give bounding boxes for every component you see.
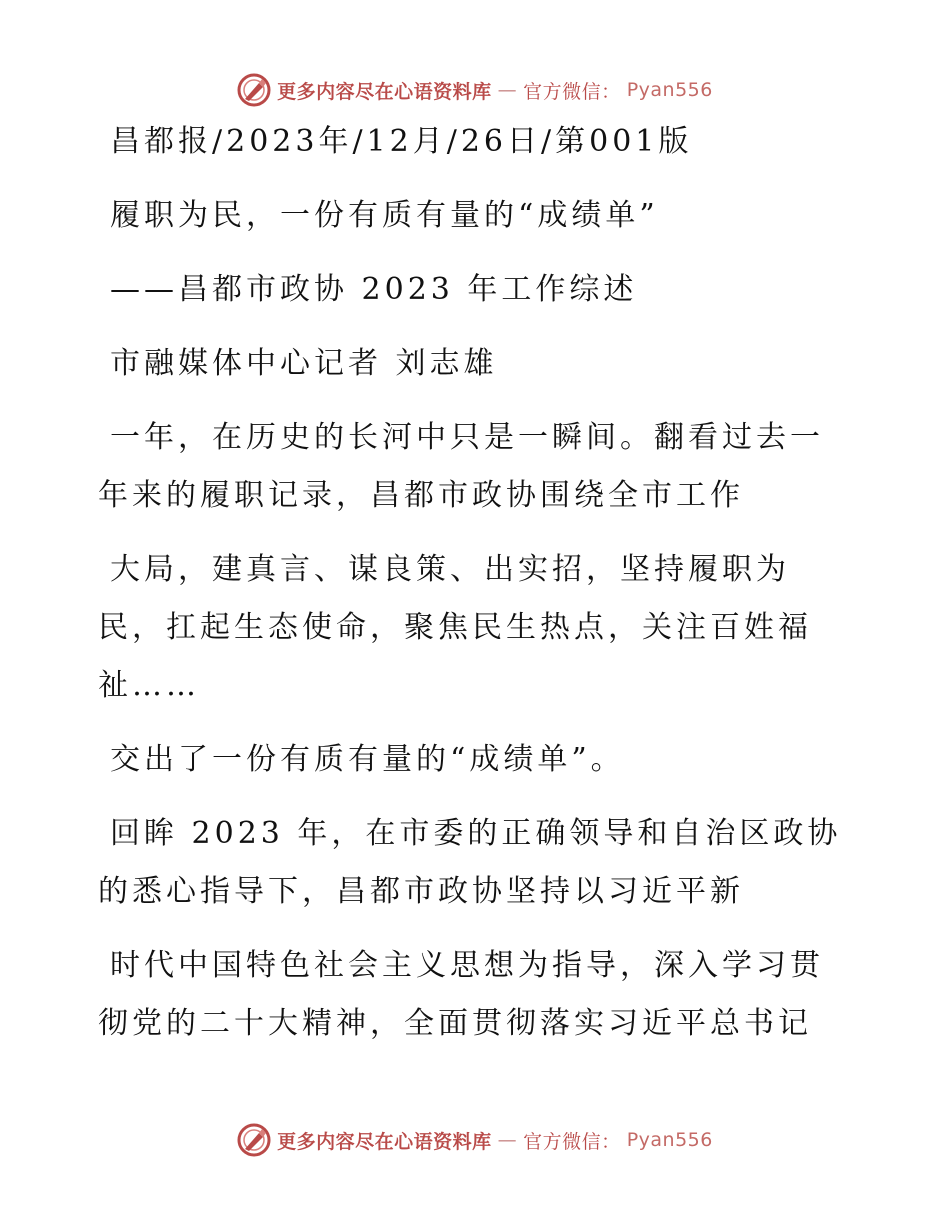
article-byline: 市融媒体中心记者 刘志雄 xyxy=(110,346,498,381)
article-source-line: 昌都报/2023年/12月/26日/第001版 xyxy=(110,124,693,159)
watermark-main-text: 更多内容尽在心语资料库 xyxy=(277,1130,492,1153)
paragraph-line: 彻党的二十大精神，全面贯彻落实习近平总书记 xyxy=(98,1006,812,1041)
paragraph-line: 的悉心指导下，昌都市政协坚持以习近平新 xyxy=(98,874,744,909)
watermark-account: Pyan556 xyxy=(626,1129,713,1151)
watermark-main-text: 更多内容尽在心语资料库 xyxy=(277,80,492,103)
article-subtitle: ——昌都市政协 2023 年工作综述 xyxy=(110,272,638,307)
paragraph-line: 民，扛起生态使命，聚焦民生热点，关注百姓福 xyxy=(98,610,812,645)
paragraph-line: 大局，建真言、谋良策、出实招，坚持履职为 xyxy=(110,552,790,587)
paragraph-line: 一年，在历史的长河中只是一瞬间。翻看过去一 xyxy=(110,420,824,455)
watermark-official-label: 官方微信： xyxy=(523,80,621,103)
pen-logo-icon xyxy=(237,1123,271,1157)
article-body xyxy=(98,124,842,1042)
watermark-header xyxy=(0,70,950,110)
paragraph-line: 交出了一份有质有量的“成绩单”。 xyxy=(110,742,625,777)
paragraph-line: 祉…… xyxy=(98,668,200,703)
article-title: 履职为民，一份有质有量的“成绩单” xyxy=(110,198,659,233)
watermark-footer xyxy=(0,1120,950,1160)
watermark-separator: — xyxy=(497,1129,518,1151)
watermark-separator: — xyxy=(497,79,518,101)
watermark-official-label: 官方微信： xyxy=(523,1130,621,1153)
paragraph-line: 年来的履职记录，昌都市政协围绕全市工作 xyxy=(98,478,744,513)
pen-logo-icon xyxy=(237,73,271,107)
paragraph-line: 时代中国特色社会主义思想为指导，深入学习贯 xyxy=(110,948,824,983)
paragraph-line: 回眸 2023 年，在市委的正确领导和自治区政协 xyxy=(110,816,842,851)
watermark-account: Pyan556 xyxy=(626,79,713,101)
